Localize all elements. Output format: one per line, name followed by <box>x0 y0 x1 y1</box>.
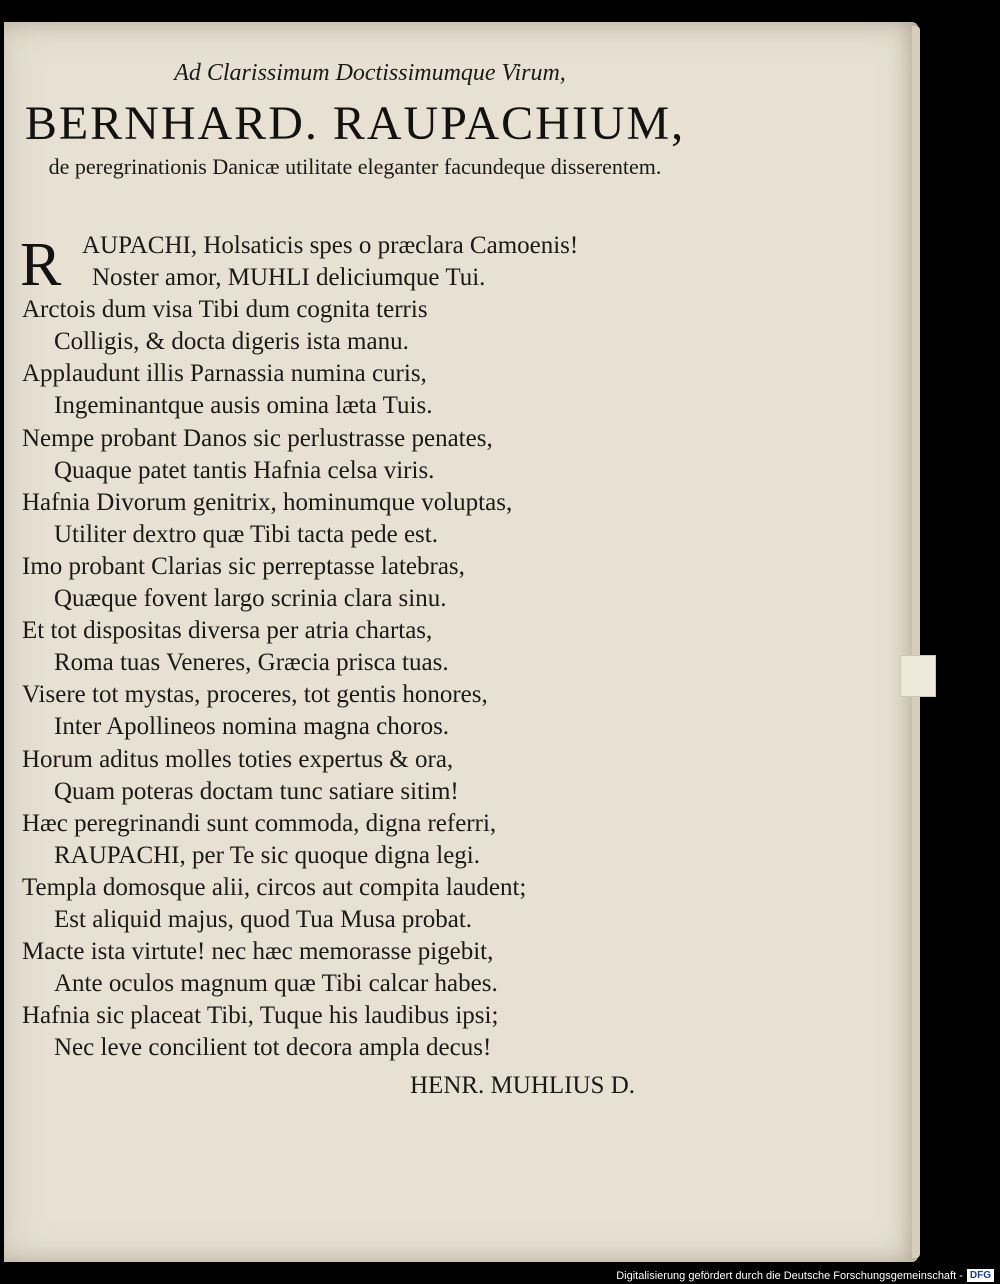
poem-line: Hafnia Divorum genitrix, hominumque voluptas, <box>22 488 513 516</box>
poem-line: Quæque fovent largo scrinia clara sinu. <box>54 585 447 613</box>
digitization-footer <box>616 1269 994 1282</box>
paper-tab <box>900 655 936 697</box>
poem-line: Et tot dispositas diversa per atria chartas, <box>22 617 433 645</box>
drop-cap: R <box>20 231 62 299</box>
subtitle: de peregrinationis Danicæ utilitate eleganter facundeque disserentem. <box>48 154 662 179</box>
poem-line: Hæc peregrinandi sunt commoda, digna referri, <box>22 809 497 837</box>
poem-line: Utiliter dextro quæ Tibi tacta pede est. <box>54 520 438 548</box>
footer-text: Digitalisierung gefördert durch die Deutsche Forschungsgemeinschaft - <box>616 1269 963 1282</box>
poem-line: Est aliquid majus, quod Tua Musa probat. <box>54 905 473 933</box>
signature: HENR. MUHLIUS D. <box>410 1072 635 1099</box>
poem-line: Arctois dum visa Tibi dum cognita terris <box>22 296 428 324</box>
page-edge <box>912 26 920 1258</box>
poem <box>22 230 702 1064</box>
poem-line: Inter Apollineos nomina magna choros. <box>54 713 450 741</box>
poem-line: Visere tot mystas, proceres, tot gentis honores, <box>22 681 488 709</box>
poem-line: AUPACHI, Holsaticis spes o præclara Camoenis! <box>82 232 579 259</box>
poem-line: Quam poteras doctam tunc satiare sitim! <box>54 777 459 805</box>
poem-line: Applaudunt illis Parnassia numina curis, <box>22 360 427 388</box>
poem-line: Nempe probant Danos sic perlustrasse penates, <box>22 424 493 452</box>
dedication-line: Ad Clarissimum Doctissimumque Virum, <box>174 60 566 86</box>
poem-line: Noster amor, MUHLI deliciumque Tui. <box>92 264 486 292</box>
poem-line: Ingeminantque ausis omina læta Tuis. <box>54 392 433 420</box>
poem-line: Quaque patet tantis Hafnia celsa viris. <box>54 456 435 484</box>
poem-line: Nec leve concilient tot decora ampla decus! <box>54 1034 492 1062</box>
dfg-logo: DFG <box>967 1269 994 1282</box>
poem-line: Macte ista virtute! nec hæc memorasse pigebit, <box>22 938 494 966</box>
poem-line: RAUPACHI, per Te sic quoque digna legi. <box>54 841 480 869</box>
poem-line: Templa domosque alii, circos aut compita laudent; <box>22 873 527 901</box>
poem-line: Hafnia sic placeat Tibi, Tuque his laudibus ipsi; <box>22 1002 499 1030</box>
poem-line: Horum aditus molles toties expertus & ora, <box>22 745 454 773</box>
poem-line: Imo probant Clarias sic perreptasse latebras, <box>22 552 465 580</box>
poem-line: Roma tuas Veneres, Græcia prisca tuas. <box>54 649 449 677</box>
poem-line: Colligis, & docta digeris ista manu. <box>54 328 409 356</box>
recipient-name: BERNHARD. RAUPACHIUM, <box>24 97 686 150</box>
poem-line: Ante oculos magnum quæ Tibi calcar habes. <box>54 970 498 998</box>
